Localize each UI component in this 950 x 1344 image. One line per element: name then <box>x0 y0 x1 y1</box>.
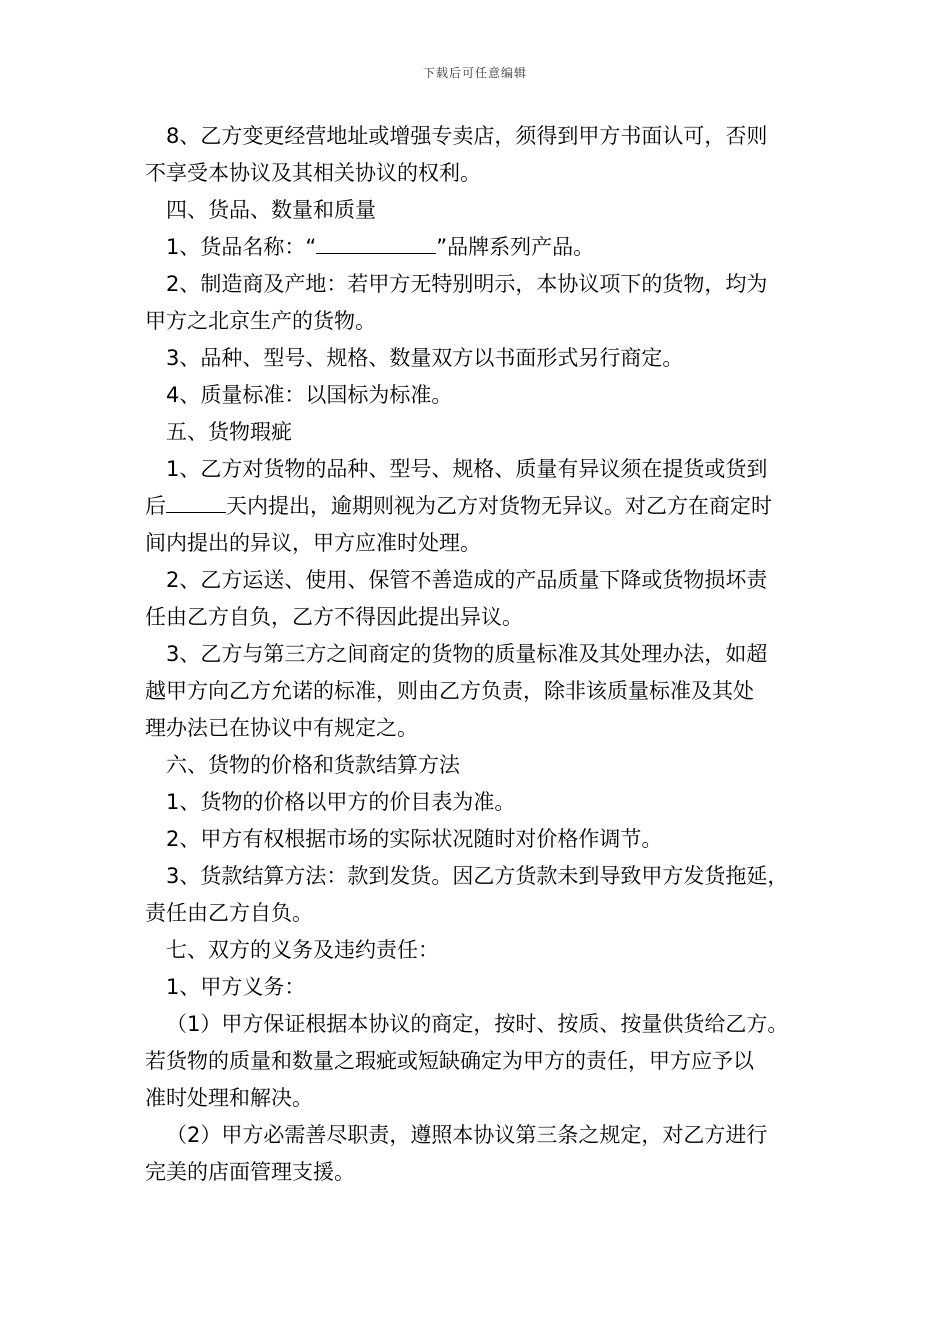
section-7-sub-1-line-2: 若货物的质量和数量之瑕疵或短缺确定为甲方的责任，甲方应予以 <box>145 1049 754 1073</box>
product-name-suffix: ”品牌系列产品。 <box>436 235 595 259</box>
section-7-title: 七、双方的义务及违约责任： <box>166 938 439 962</box>
section-6-title: 六、货物的价格和货款结算方法 <box>166 753 460 777</box>
page-header: 下载后可任意编辑 <box>422 66 527 80</box>
section-5-item-3-line-2: 越甲方向乙方允诺的标准，则由乙方负责，除非该质量标准及其处 <box>145 679 754 703</box>
product-name-blank <box>316 230 436 254</box>
section-7-sub-2-line-2: 完美的店面管理支援。 <box>145 1160 355 1184</box>
section-5-item-3-line-1: 3、乙方与第三方之间商定的货物的质量标准及其处理办法，如超 <box>166 642 768 666</box>
section-5-item-1-line-1: 1、乙方对货物的品种、型号、规格、质量有异议须在提货或货到 <box>166 457 768 481</box>
section-4-item-3: 3、品种、型号、规格、数量双方以书面形式另行商定。 <box>166 346 684 370</box>
section-4-item-2-line-1: 2、制造商及产地：若甲方无特别明示，本协议项下的货物，均为 <box>166 272 768 296</box>
section-5-item-1-line-3: 间内提出的异议，甲方应准时处理。 <box>145 531 481 555</box>
section-5-item-2-line-2: 任由乙方自负，乙方不得因此提出异议。 <box>145 605 523 629</box>
section-4-item-2-line-2: 甲方之北京生产的货物。 <box>145 309 376 333</box>
section-6-item-3-line-1: 3、货款结算方法：款到发货。因乙方货款未到导致甲方发货拖延， <box>166 864 789 888</box>
product-name-label: 1、货品名称：“ <box>166 235 317 259</box>
section-4-item-4: 4、质量标准：以国标为标准。 <box>166 383 453 407</box>
days-prefix: 后 <box>145 494 166 518</box>
section-7-item-1: 1、甲方义务： <box>166 975 306 999</box>
section-5-item-1-line-2 <box>145 488 807 525</box>
clause-8-line-1: 8、乙方变更经营地址或增强专卖店，须得到甲方书面认可，否则 <box>166 124 768 148</box>
section-6-item-2: 2、甲方有权根据市场的实际状况随时对价格作调节。 <box>166 827 663 851</box>
section-6-item-1: 1、货物的价格以甲方的价目表为准。 <box>166 790 516 814</box>
section-4-title: 四、货品、数量和质量 <box>166 198 376 222</box>
section-5-item-2-line-1: 2、乙方运送、使用、保管不善造成的产品质量下降或货物损坏责 <box>166 568 768 592</box>
section-4-item-1 <box>145 229 807 266</box>
section-5-item-3-line-3: 理办法已在协议中有规定之。 <box>145 716 418 740</box>
days-blank <box>166 489 226 513</box>
section-7-sub-2-line-1: （2）甲方必需善尽职责，遵照本协议第三条之规定，对乙方进行 <box>166 1123 768 1147</box>
days-suffix: 天内提出，逾期则视为乙方对货物无异议。对乙方在商定时 <box>226 494 772 518</box>
clause-8-line-2: 不享受本协议及其相关协议的权利。 <box>145 161 481 185</box>
section-7-sub-1-line-3: 准时处理和解决。 <box>145 1086 313 1110</box>
section-6-item-3-line-2: 责任由乙方自负。 <box>145 901 313 925</box>
section-5-title: 五、货物瑕疵 <box>166 420 292 444</box>
section-7-sub-1-line-1: （1）甲方保证根据本协议的商定，按时、按质、按量供货给乙方。 <box>166 1012 789 1036</box>
document-body <box>145 118 807 1191</box>
